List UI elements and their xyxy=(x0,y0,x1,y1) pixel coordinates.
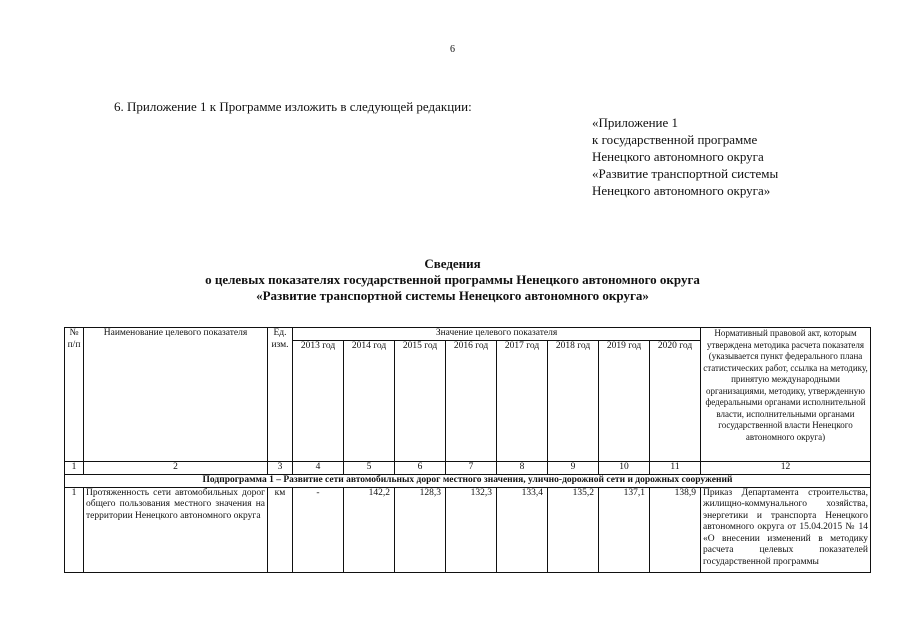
column-number: 11 xyxy=(650,462,701,475)
subprogram-title: Подпрограмма 1 – Развитие сети автомобильных дорог местного значения, улично-дорожной сети и дорожных сооружений xyxy=(65,474,871,487)
column-number: 12 xyxy=(701,462,871,475)
title-line: Сведения xyxy=(424,256,481,271)
page-number: 6 xyxy=(450,44,455,55)
column-number: 1 xyxy=(65,462,84,475)
column-number: 6 xyxy=(395,462,446,475)
header-num: № п/п xyxy=(65,328,84,462)
header-row xyxy=(65,328,871,341)
row-indicator-name xyxy=(84,487,268,572)
column-number: 10 xyxy=(599,462,650,475)
column-number-row xyxy=(65,462,871,475)
row-legal-act xyxy=(701,487,871,572)
row-value: 133,4 xyxy=(497,487,548,572)
header-year: 2017 год xyxy=(497,341,548,462)
amendment-instruction: 6. Приложение 1 к Программе изложить в следующей редакции: xyxy=(114,99,472,114)
row-value: 138,9 xyxy=(650,487,701,572)
column-number: 2 xyxy=(84,462,268,475)
header-year: 2020 год xyxy=(650,341,701,462)
header-year: 2018 год xyxy=(548,341,599,462)
header-legal-act: Нормативный правовой акт, которым утверждена методика расчета показателя (указывается пункт федерального плана статистических работ, ссылка на методику, принятую международными организациями, методику, утвержденную федеральными органами исполнительной власти, исполнительными органами государственной власти Ненецкого автономного округа) xyxy=(701,328,871,462)
header-year: 2015 год xyxy=(395,341,446,462)
indicators-table xyxy=(64,327,871,573)
header-year: 2014 год xyxy=(344,341,395,462)
row-indicator-name-text: Протяженность сети автомобильных дорог общего пользования местного значения на территории Ненецкого автономного округа xyxy=(86,487,265,521)
row-value: 128,3 xyxy=(395,487,446,572)
table-row xyxy=(65,487,871,572)
row-legal-act-text: Приказ Департамента строительства, жилищно-коммунального хозяйства, энергетики и транспорта Ненецкого автономного округа от 15.04.2015 № 14 «О внесении изменений в методику расчета целевых показателей государственной программы xyxy=(703,487,868,567)
column-number: 8 xyxy=(497,462,548,475)
header-name: Наименование целевого показателя xyxy=(84,328,268,462)
row-unit: км xyxy=(268,487,293,572)
column-number: 3 xyxy=(268,462,293,475)
title-line: «Развитие транспортной системы Ненецкого автономного округа» xyxy=(256,288,649,303)
header-unit: Ед. изм. xyxy=(268,328,293,462)
row-value: 132,3 xyxy=(446,487,497,572)
document-title xyxy=(0,256,905,304)
appendix-line: «Приложение 1 xyxy=(592,115,679,130)
subprogram-row xyxy=(65,474,871,487)
row-value: 142,2 xyxy=(344,487,395,572)
title-line: о целевых показателях государственной программы Ненецкого автономного округа xyxy=(205,272,700,287)
column-number: 9 xyxy=(548,462,599,475)
appendix-line: Ненецкого автономного округа xyxy=(592,149,764,164)
row-value: 137,1 xyxy=(599,487,650,572)
column-number: 4 xyxy=(293,462,344,475)
column-number: 7 xyxy=(446,462,497,475)
appendix-heading xyxy=(592,114,778,199)
header-year: 2016 год xyxy=(446,341,497,462)
header-year: 2019 год xyxy=(599,341,650,462)
appendix-line: «Развитие транспортной системы xyxy=(592,166,779,181)
appendix-line: к государственной программе xyxy=(592,132,758,147)
row-num: 1 xyxy=(65,487,84,572)
row-value: 135,2 xyxy=(548,487,599,572)
header-year: 2013 год xyxy=(293,341,344,462)
header-value-group: Значение целевого показателя xyxy=(293,328,701,341)
appendix-line: Ненецкого автономного округа» xyxy=(592,183,771,198)
row-value: - xyxy=(293,487,344,572)
column-number: 5 xyxy=(344,462,395,475)
